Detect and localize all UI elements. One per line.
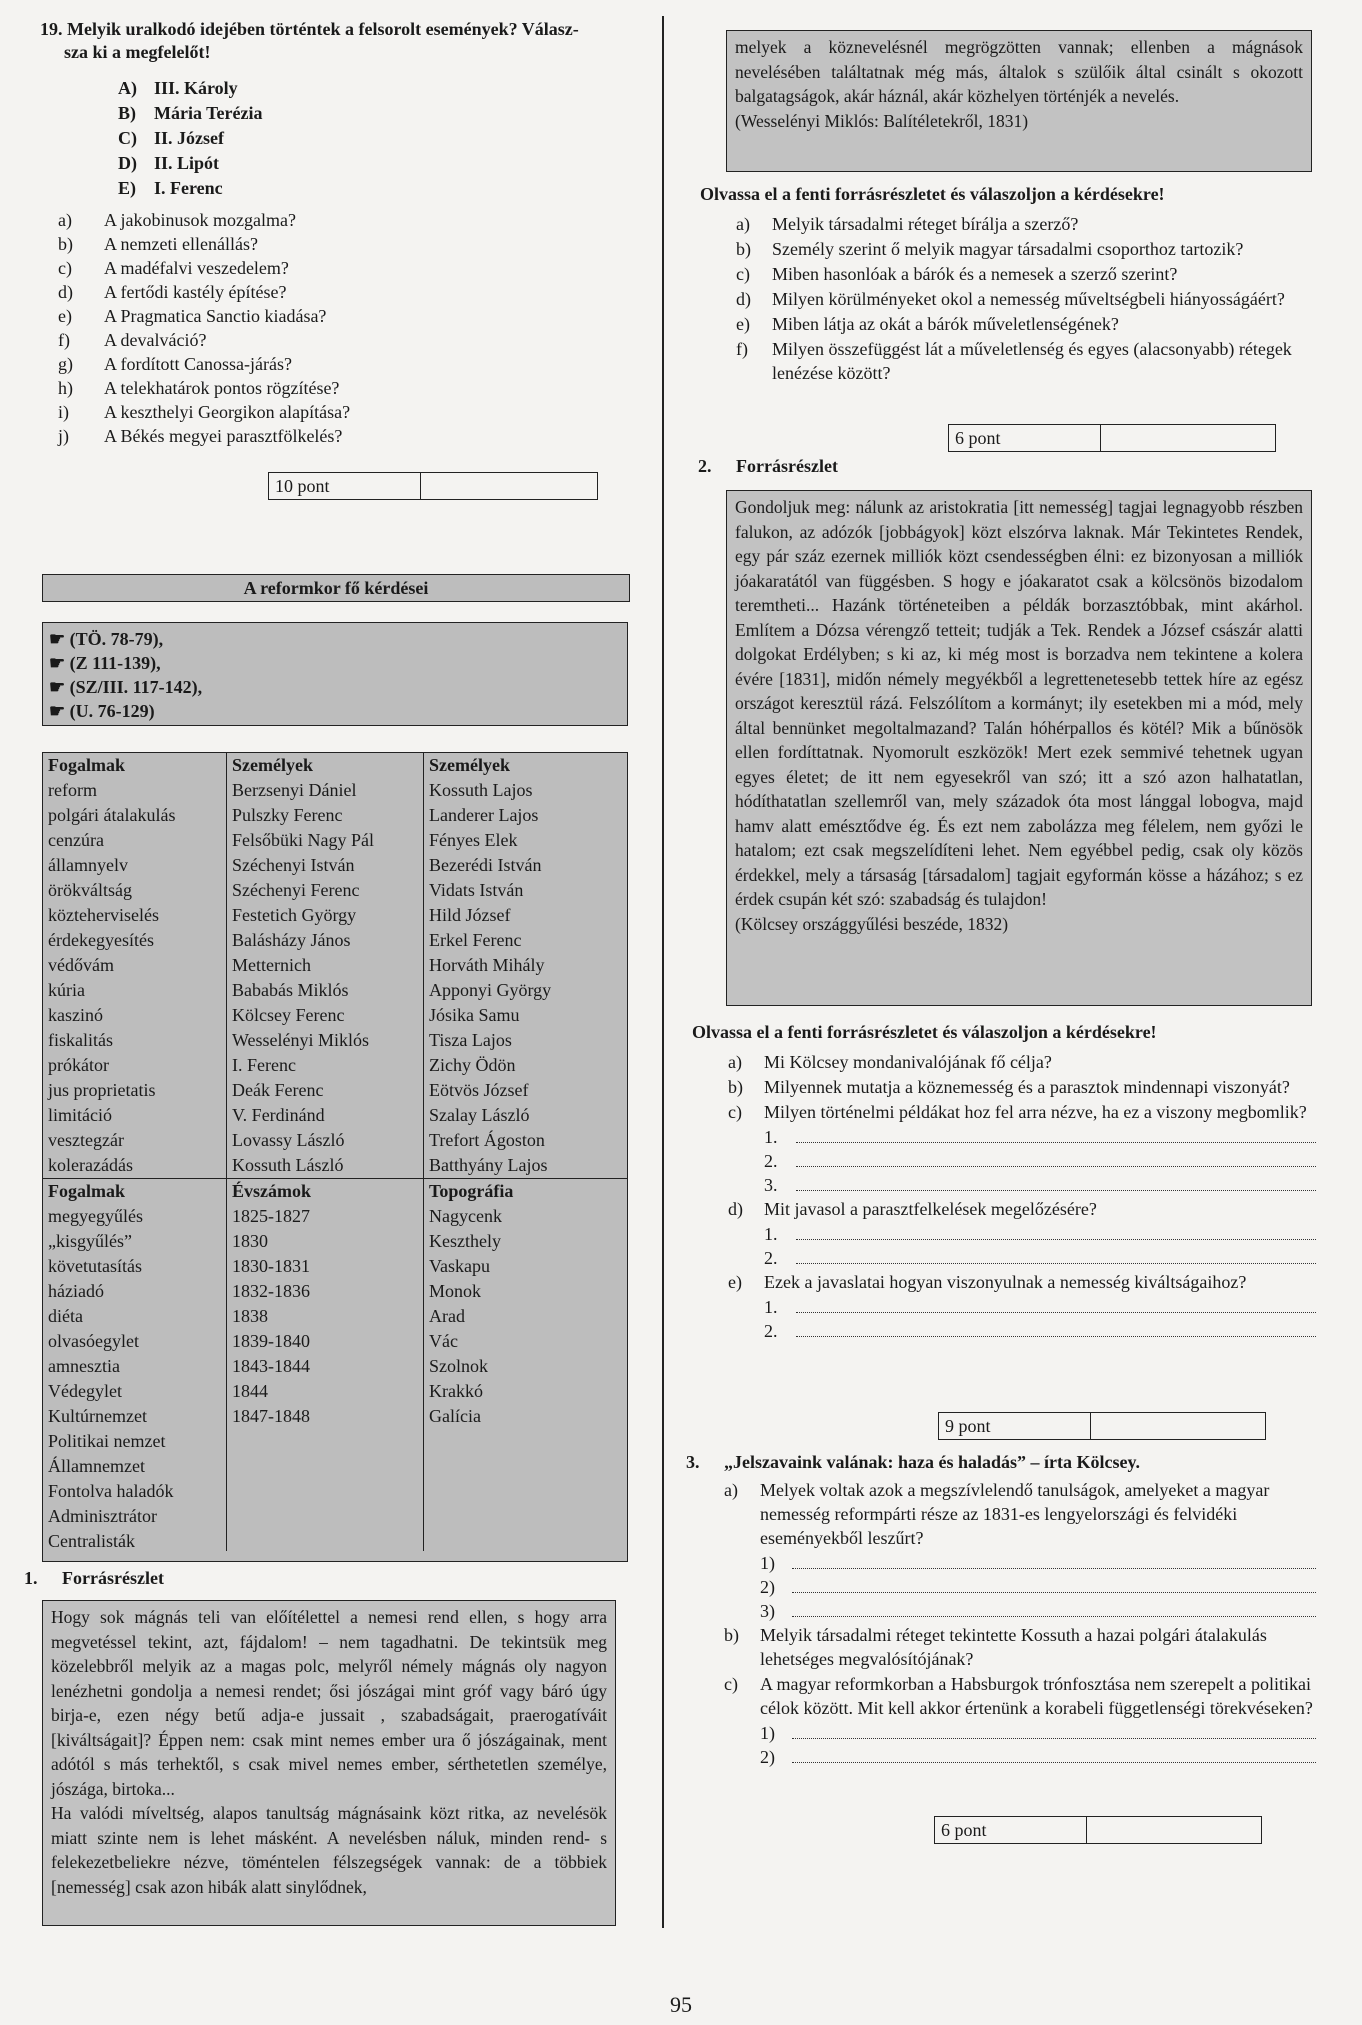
- item-text: A keszthelyi Georgikon alapítása?: [104, 402, 351, 422]
- column-divider: [662, 16, 664, 1928]
- source2-heading: 2. Forrásrészlet: [698, 456, 838, 476]
- table-cell: Vidats István: [429, 880, 524, 900]
- table-cell: Bababás Miklós: [232, 980, 349, 1000]
- item-letter: e): [58, 306, 72, 326]
- table-cell: Balásházy János: [232, 930, 351, 950]
- item-text: A devalváció?: [104, 330, 207, 350]
- item-letter: b): [58, 234, 73, 254]
- table-cell: Adminisztrátor: [48, 1506, 157, 1526]
- table-cell: Metternich: [232, 955, 311, 975]
- table-cell: Horváth Mihály: [429, 955, 545, 975]
- score-field[interactable]: [1101, 425, 1275, 451]
- table-cell: 1843-1844: [232, 1356, 310, 1376]
- table-cell: háziadó: [48, 1281, 104, 1301]
- option-letter: A): [118, 78, 137, 98]
- q3-questions: a) Melyek voltak azok a megszívlelendő tanulságok, amelyeket a magyar nemesség reformpárti része az 1831-es lengyelországi és felvidéki eseményekből leszűrt? 1) 2) 3) b) Melyik társadalmi réteget tekintette Kossuth a hazai polgári átalakulás lehetséges megvalósítójának? c) A magyar reformkorban a Habsburgok trónfosztása nem szerepelt a politikai célok között. Mit kell akkor értenünk a korabeli függetlenségi törekvéseken? 1) 2): [724, 1478, 1316, 1769]
- q19-option: [118, 101, 262, 126]
- table-cell: Pulszky Ferenc: [232, 805, 343, 825]
- table-cell: Jósika Samu: [429, 1005, 520, 1025]
- item-letter: f): [58, 330, 70, 350]
- answer-line[interactable]: [796, 1149, 1316, 1167]
- reference-line: [49, 699, 621, 723]
- answer-line[interactable]: [792, 1721, 1316, 1739]
- table-cell: Széchenyi István: [232, 855, 355, 875]
- source1-continuation: melyek a köznevelésnél megrögzötten vannak; ellenben a mágnások nevelésében találtatnak még más, általok s szülőik által csinált s okozott balgatagságok, akár háznál, akár közhelyen történjék a nevelés. (Wesselényi Miklós: Balítéletekről, 1831): [726, 30, 1312, 172]
- question-letter: a): [736, 214, 750, 234]
- table-cell: Hild József: [429, 905, 511, 925]
- table-cell: prókátor: [48, 1055, 109, 1075]
- table-cell: Trefort Ágoston: [429, 1130, 545, 1150]
- table-cell: 1832-1836: [232, 1281, 310, 1301]
- table-cell: Galícia: [429, 1406, 481, 1426]
- answer-line[interactable]: [792, 1575, 1316, 1593]
- table-cell: amnesztia: [48, 1356, 120, 1376]
- item-letter: j): [58, 426, 69, 446]
- item-text: A madéfalvi veszedelem?: [104, 258, 289, 278]
- table-cell: Wesselényi Miklós: [232, 1030, 370, 1050]
- table-cell: fiskalitás: [48, 1030, 113, 1050]
- answer-line[interactable]: [796, 1125, 1316, 1143]
- table-cell: követutasítás: [48, 1256, 142, 1276]
- table-cell: I. Ferenc: [232, 1055, 296, 1075]
- table-cell: Apponyi György: [429, 980, 552, 1000]
- score-field[interactable]: [421, 473, 597, 499]
- pointing-hand-icon: ☛: [49, 677, 70, 697]
- table-cell: 1847-1848: [232, 1406, 310, 1426]
- reference-text: (SZ/III. 117-142),: [69, 677, 203, 697]
- table-column: [227, 753, 424, 1178]
- question: [736, 337, 1316, 385]
- table-cell: V. Ferdinánd: [232, 1105, 325, 1125]
- item-text: A telekhatárok pontos rögzítése?: [104, 378, 340, 398]
- reference-line: [49, 675, 621, 699]
- table-cell: Kossuth Lajos: [429, 780, 533, 800]
- answer-line[interactable]: [792, 1745, 1316, 1763]
- table-cell: Politikai nemzet: [48, 1431, 166, 1451]
- answer-line[interactable]: [796, 1222, 1316, 1240]
- item-text: A jakobinusok mozgalma?: [104, 210, 296, 230]
- table-cell: Erkel Ferenc: [429, 930, 522, 950]
- table-section-2: [43, 1178, 627, 1551]
- q19-option: [118, 151, 262, 176]
- item-letter: i): [58, 402, 69, 422]
- answer-line[interactable]: [796, 1319, 1316, 1337]
- table-cell: Bezerédi István: [429, 855, 542, 875]
- q19-option: [118, 76, 262, 101]
- table-cell: Kultúrnemzet: [48, 1406, 147, 1426]
- table-column: [424, 1179, 627, 1551]
- option-letter: E): [118, 178, 136, 198]
- question: [736, 287, 1316, 311]
- table-cell: Fényes Elek: [429, 830, 518, 850]
- column-header: Személyek: [232, 755, 313, 775]
- option-letter: B): [118, 103, 136, 123]
- table-cell: Krakkó: [429, 1381, 483, 1401]
- q3-points-box: 6 pont: [934, 1816, 1262, 1844]
- option-letter: C): [118, 128, 137, 148]
- question: [736, 212, 1316, 236]
- table-cell: Vác: [429, 1331, 458, 1351]
- item-letter: c): [58, 258, 72, 278]
- item-text: A nemzeti ellenállás?: [104, 234, 258, 254]
- table-cell: Zichy Ödön: [429, 1055, 516, 1075]
- q19-item: [58, 424, 598, 448]
- table-cell: polgári átalakulás: [48, 805, 176, 825]
- table-cell: Batthyány Lajos: [429, 1155, 548, 1175]
- source2-text: Gondoljuk meg: nálunk az aristokratia [itt nemesség] tagjai legnagyobb részben falukon, az adózók [jobbágyok] közt elszórva laknak. Már Tekintetes Rendek, egy pár száz ezernek milliók közt csendességben élni: ez bizonyosan a milliók jóakaratától van függésben. S hogy e jóakaratot csak a kölcsönös bizodalom teremtheti... Hazánk történeteiben a példák borzasztóbbak, mint akárhol. Említem a Dózsa vérengző tetteit; tudják a Tek. Rendek a József császár alatti dolgokat Erdélyben; s ki az, ki még most is borzadva nem tekintene a kolera évére [1831], midőn némely megyékből a legrettenetesebb tettek híre az egész országot keresztül rázá. Felszólítom a kormányt; ily esetekben mi a mód, mely által bennünket megoltalmazand? Talán hóhérpallos és kötél? Mik a bűnösök ellen fordíttatnak. Nyomorult eszközök! Mert ezek semmivé tehetnek ugyan egyes életet; de itt nem egyesekről van szó; itt a szó azon halhatatlan, hódíthatatlan szellemről van, mely századok óta most lánggal lobogva, majd hamv alatt emésztődve ég. És ezt nem zabolázza meg félelem, nem győzi le hatalom; ezt csak megszelídíteni lehet. Nem egyébbel pedig, csak oly közös érdekkel, mely a társaság [társadalom] tagjait egyformán kösse a házához; s ez érdek csupán két szó: szabadság és tulajdon! (Kölcsey országgyűlési beszéde, 1832): [726, 490, 1312, 1006]
- option-letter: D): [118, 153, 137, 173]
- table-cell: Széchenyi Ferenc: [232, 880, 360, 900]
- table-cell: Felsőbüki Nagy Pál: [232, 830, 374, 850]
- q19-item: [58, 328, 598, 352]
- question: [736, 312, 1316, 336]
- source2-questions: a) Mi Kölcsey mondanivalójának fő célja? b) Milyennek mutatja a köznemesség és a parasztok mindennapi viszonyát? c) Milyen történelmi példákat hoz fel arra nézve, ha ez a viszony megbomlik? 1. 2. 3. d) Mit javasol a parasztfelkelések megelőzésére? 1. 2. e) Ezek a javaslatai hogyan viszonyulnak a nemesség kiváltságaihoz? 1. 2.: [728, 1050, 1316, 1343]
- pointing-hand-icon: ☛: [49, 653, 70, 673]
- question-text: Miben látja az okát a bárók műveletlenségének?: [772, 314, 1119, 334]
- source2-instruction: Olvassa el a fenti forrásrészletet és válaszoljon a kérdésekre!: [692, 1022, 1157, 1042]
- table-cell: olvasóegylet: [48, 1331, 139, 1351]
- table-cell: Lovassy László: [232, 1130, 345, 1150]
- q19-item: [58, 208, 598, 232]
- table-cell: államnyelv: [48, 855, 128, 875]
- table-cell: Kossuth László: [232, 1155, 344, 1175]
- q19-points-box: 10 pont: [268, 472, 598, 500]
- table-cell: Tisza Lajos: [429, 1030, 512, 1050]
- source1-heading: 1. Forrásrészlet: [24, 1568, 164, 1588]
- table-cell: Védegylet: [48, 1381, 122, 1401]
- table-cell: örökváltság: [48, 880, 132, 900]
- table-cell: érdekegyesítés: [48, 930, 154, 950]
- table-cell: Szalay László: [429, 1105, 530, 1125]
- question-text: Milyen összefüggést lát a műveletlenség és egyes (alacsonyabb) rétegek lenézése között?: [772, 339, 1292, 383]
- q19-item: [58, 232, 598, 256]
- table-cell: Centralisták: [48, 1531, 135, 1551]
- table-cell: 1838: [232, 1306, 268, 1326]
- table-section-1: [43, 753, 627, 1178]
- table-cell: Festetich György: [232, 905, 357, 925]
- source1-instruction: Olvassa el a fenti forrásrészletet és válaszoljon a kérdésekre!: [700, 184, 1165, 204]
- table-cell: Arad: [429, 1306, 465, 1326]
- option-name: Mária Terézia: [154, 103, 263, 123]
- table-cell: reform: [48, 780, 97, 800]
- option-name: I. Ferenc: [154, 178, 223, 198]
- question: [736, 237, 1316, 261]
- q3-heading: 3. „Jelszavaink valának: haza és haladás” – írta Kölcsey.: [686, 1452, 1141, 1472]
- table-cell: kúria: [48, 980, 85, 1000]
- option-name: II. Lipót: [154, 153, 220, 173]
- item-text: A Pragmatica Sanctio kiadása?: [104, 306, 327, 326]
- q19-item: [58, 304, 598, 328]
- q19-items: [58, 208, 598, 448]
- table-column: [424, 753, 627, 1178]
- answer-line[interactable]: [792, 1551, 1316, 1569]
- item-letter: d): [58, 282, 73, 302]
- table-cell: vesztegzár: [48, 1130, 124, 1150]
- table-cell: Államnemzet: [48, 1456, 145, 1476]
- pointing-hand-icon: ☛: [49, 629, 70, 649]
- table-cell: Kölcsey Ferenc: [232, 1005, 345, 1025]
- answer-line[interactable]: [796, 1173, 1316, 1191]
- table-cell: védővám: [48, 955, 114, 975]
- table-cell: Eötvös József: [429, 1080, 529, 1100]
- q19-option: [118, 176, 262, 201]
- column-header: Személyek: [429, 755, 510, 775]
- answer-line[interactable]: [796, 1295, 1316, 1313]
- item-letter: g): [58, 354, 73, 374]
- reference-text: (U. 76-129): [69, 701, 155, 721]
- table-column: [43, 753, 227, 1178]
- table-cell: Monok: [429, 1281, 482, 1301]
- option-name: II. József: [154, 128, 224, 148]
- reference-line: [49, 627, 621, 651]
- table-cell: Deák Ferenc: [232, 1080, 324, 1100]
- score-field[interactable]: [1087, 1817, 1261, 1843]
- item-letter: h): [58, 378, 73, 398]
- table-cell: „kisgyűlés”: [48, 1231, 132, 1251]
- table-column: [227, 1179, 424, 1551]
- source1-questions: [736, 212, 1316, 386]
- table-cell: jus proprietatis: [48, 1080, 156, 1100]
- table-cell: Vaskapu: [429, 1256, 490, 1276]
- table-cell: Szolnok: [429, 1356, 489, 1376]
- table-cell: kolerazádás: [48, 1155, 133, 1175]
- table-cell: 1844: [232, 1381, 268, 1401]
- q19-item: [58, 256, 598, 280]
- table-cell: Berzsenyi Dániel: [232, 780, 357, 800]
- table-cell: kaszinó: [48, 1005, 103, 1025]
- q19-item: [58, 280, 598, 304]
- textbook-references: [42, 622, 628, 726]
- reference-line: [49, 651, 621, 675]
- question-text: Milyen körülményeket okol a nemesség műveltségbeli hiányosságáért?: [772, 289, 1285, 309]
- section-title: A reformkor fő kérdései: [42, 574, 630, 602]
- answer-line[interactable]: [796, 1246, 1316, 1264]
- q19-title: 19. Melyik uralkodó idejében történtek a felsorolt események? Válasz- sza ki a megfelelőt!: [40, 19, 579, 62]
- item-text: A fertődi kastély építése?: [104, 282, 287, 302]
- column-header: Topográfia: [429, 1181, 514, 1201]
- option-name: III. Károly: [154, 78, 238, 98]
- column-header: Évszámok: [232, 1181, 312, 1201]
- item-text: A fordított Canossa-járás?: [104, 354, 292, 374]
- table-cell: diéta: [48, 1306, 83, 1326]
- table-cell: megyegyűlés: [48, 1206, 143, 1226]
- item-letter: a): [58, 210, 72, 230]
- question-letter: f): [736, 339, 748, 359]
- question-letter: b): [736, 239, 751, 259]
- answer-line[interactable]: [792, 1599, 1316, 1617]
- question-text: Melyik társadalmi réteget bírálja a szerző?: [772, 214, 1079, 234]
- item-text: A Békés megyei parasztfölkelés?: [104, 426, 343, 446]
- table-cell: 1830-1831: [232, 1256, 310, 1276]
- column-header: Fogalmak: [48, 755, 126, 775]
- question-text: Személy szerint ő melyik magyar társadalmi csoporthoz tartozik?: [772, 239, 1244, 259]
- table-cell: limitáció: [48, 1105, 112, 1125]
- source1-text: Hogy sok mágnás teli van előítélettel a nemesi rend ellen, s hogy arra megvetéssel tekint, azt, fájdalom! – nem tagadhatni. De tekintsük meg közelebbről melyik az a magas polc, melyről némely mágnás oly nagyon lenézhetni gondolja a nemesi rendet; ősi jószágai mint gróf vagy báró úgy birja-e, ezen négy betű adja-e jussait , szabadságait, praerogatíváit [kiváltságait]? Éppen nem: csak mint nemes ember ura ő jószágainak, ment adótól s más terhektől, s csak mivel nemes ember, sérthetetlen személye, jószága, birtoka... Ha valódi míveltség, alapos tanultság mágnásaink közt ritka, az nevelésök miatt szinte nem is lehet másként. A nevelésben náluk, minden rend- s felekezetbeliekre nézve, töméntelen félszegségek vannak: de a többiek [nemesség] csak azon hibák alatt sinylődnek,: [42, 1600, 616, 1926]
- table-cell: Landerer Lajos: [429, 805, 539, 825]
- reference-text: (Z 111-139),: [69, 653, 161, 673]
- source1-points-box: 6 pont: [948, 424, 1276, 452]
- page-number: 95: [670, 1992, 692, 2017]
- table-cell: cenzúra: [48, 830, 104, 850]
- table-cell: 1825-1827: [232, 1206, 310, 1226]
- q19-item: [58, 400, 598, 424]
- source2-points-box: 9 pont: [938, 1412, 1266, 1440]
- question-letter: c): [736, 264, 750, 284]
- table-cell: Keszthely: [429, 1231, 501, 1251]
- table-cell: 1830: [232, 1231, 268, 1251]
- column-header: Fogalmak: [48, 1181, 126, 1201]
- pointing-hand-icon: ☛: [49, 701, 70, 721]
- q19-item: [58, 352, 598, 376]
- score-field[interactable]: [1091, 1413, 1265, 1439]
- question-text: Miben hasonlóak a bárók és a nemesek a szerző szerint?: [772, 264, 1178, 284]
- reference-text: (TÖ. 78-79),: [69, 629, 164, 649]
- reform-era-table: [42, 752, 628, 1562]
- q19-item: [58, 376, 598, 400]
- q19-option: [118, 126, 262, 151]
- table-cell: közteherviselés: [48, 905, 159, 925]
- question: [736, 262, 1316, 286]
- table-column: [43, 1179, 227, 1551]
- table-cell: Fontolva haladók: [48, 1481, 174, 1501]
- question-letter: e): [736, 314, 750, 334]
- table-cell: 1839-1840: [232, 1331, 310, 1351]
- table-cell: Nagycenk: [429, 1206, 502, 1226]
- q19-options: [118, 76, 262, 201]
- question-letter: d): [736, 289, 751, 309]
